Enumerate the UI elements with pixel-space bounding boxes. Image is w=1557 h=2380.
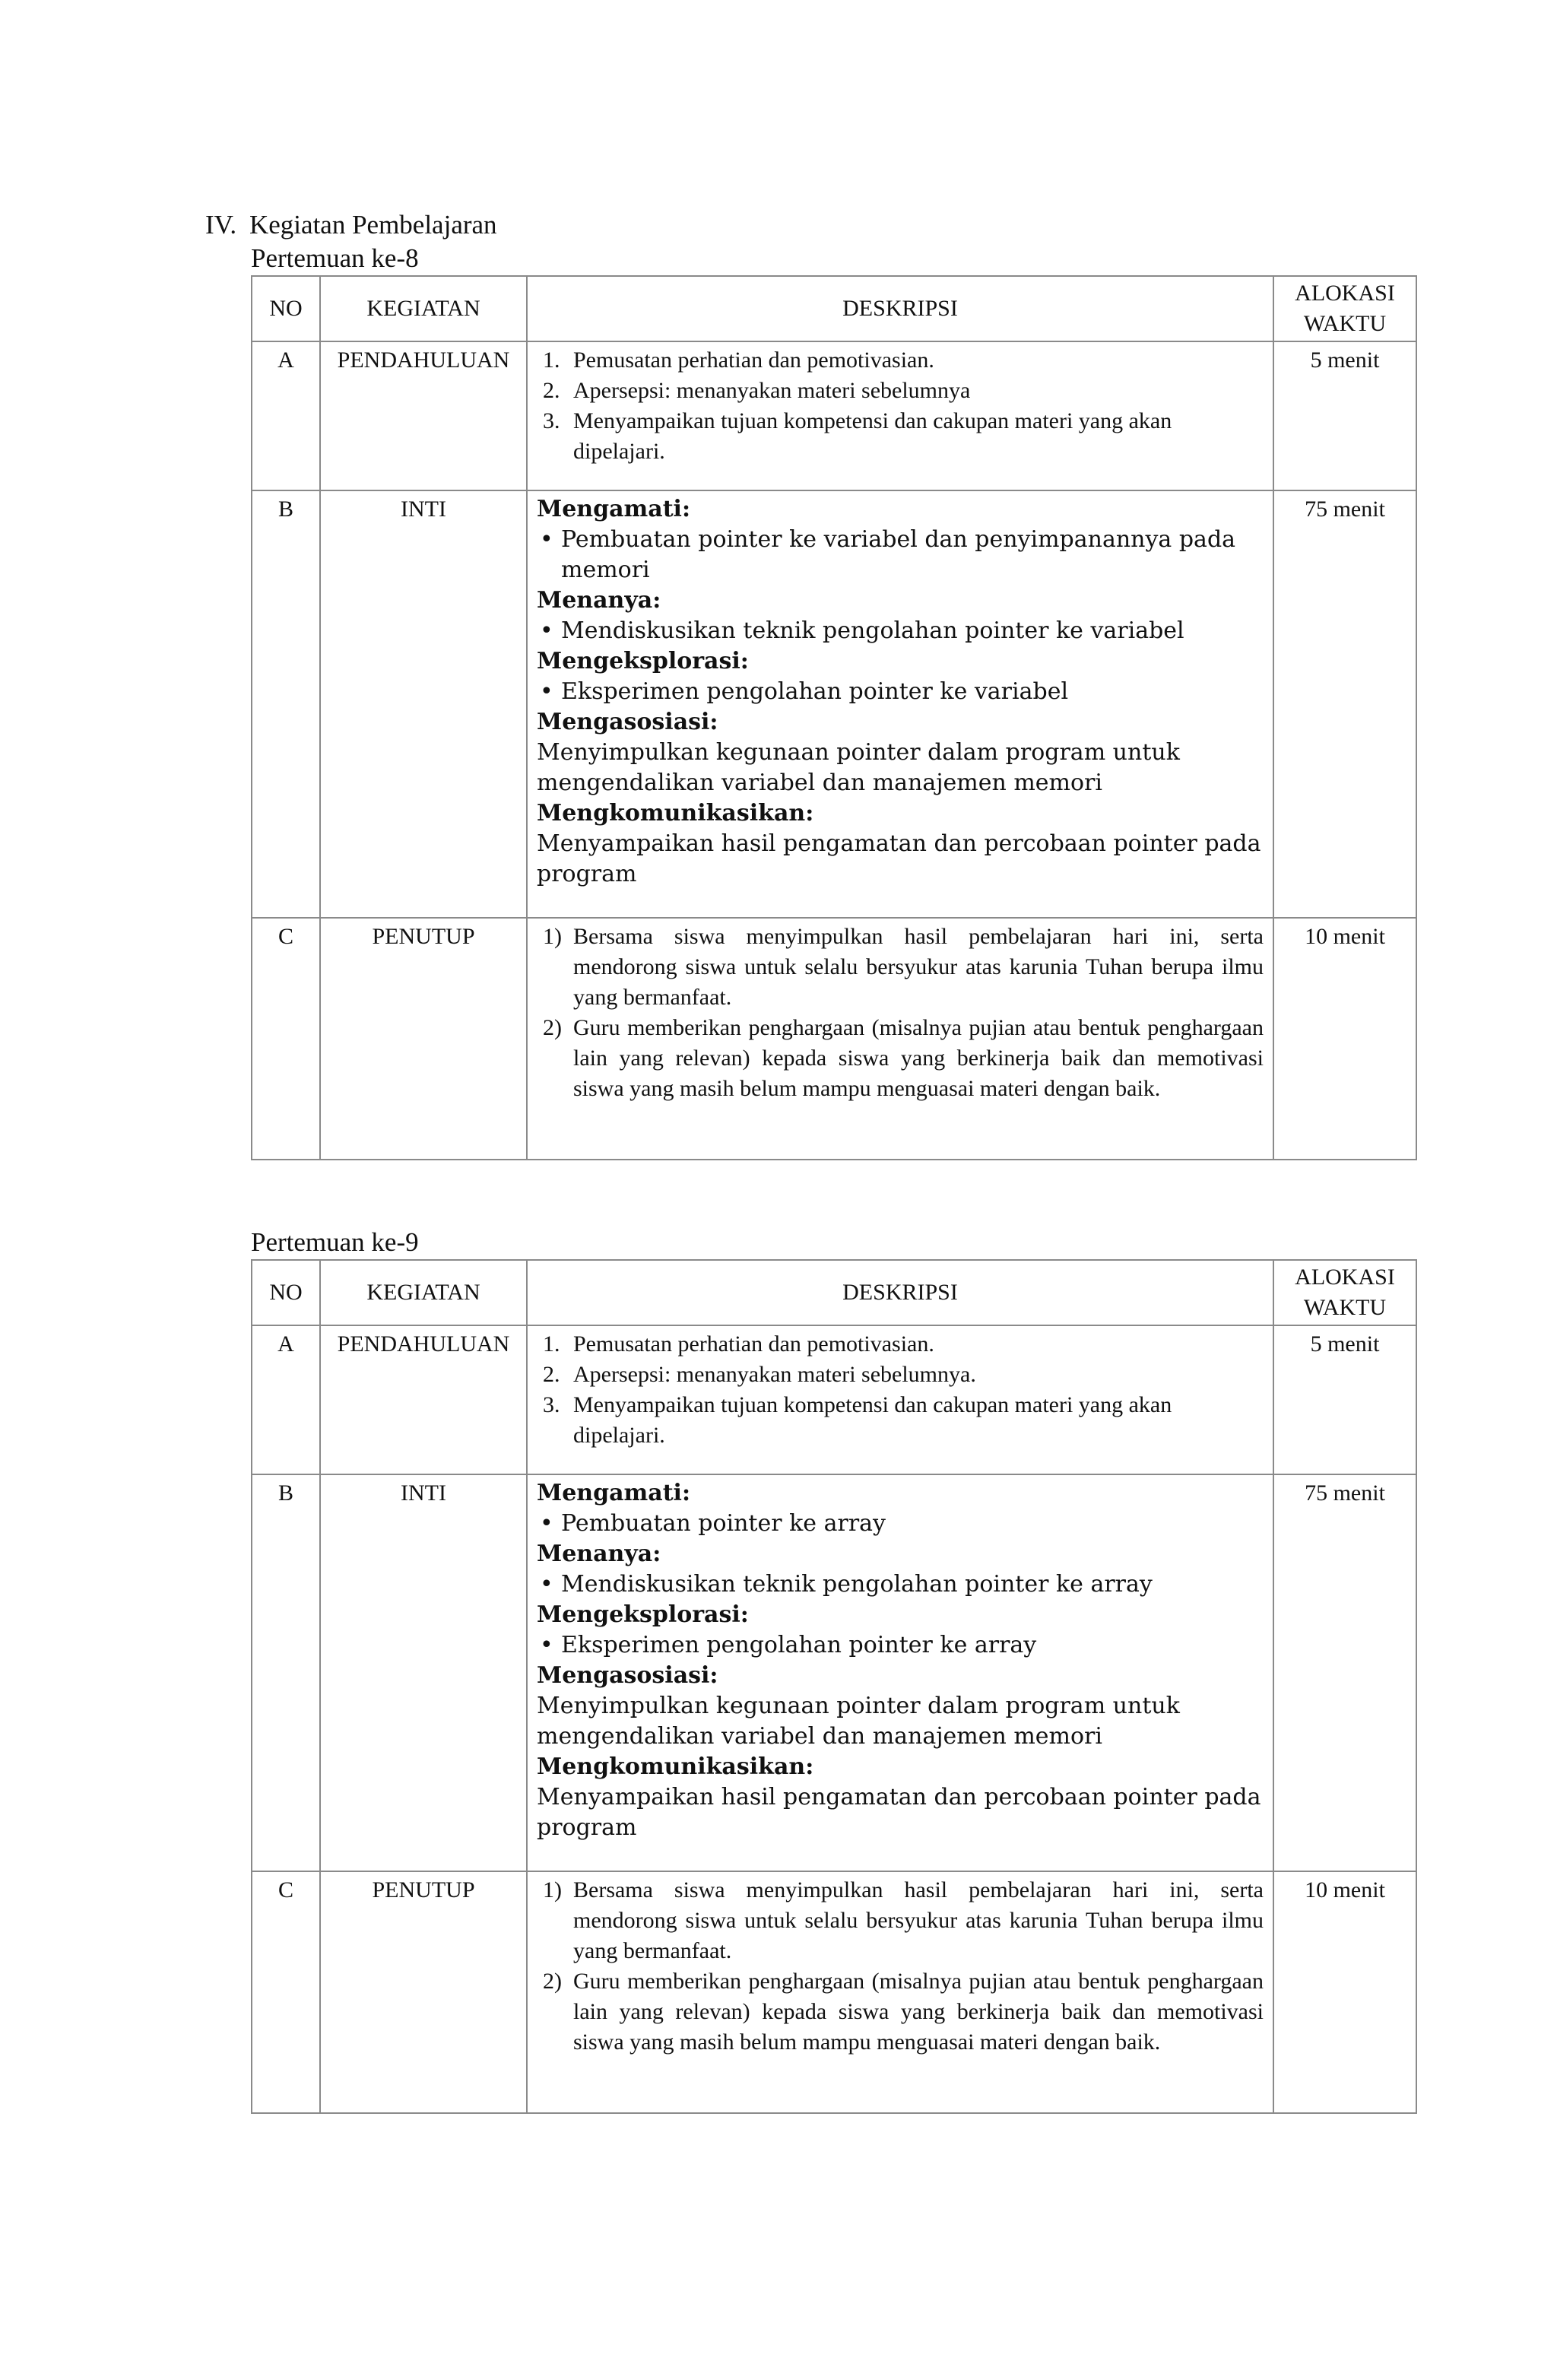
- row-waktu: 10 menit: [1273, 1871, 1416, 2113]
- row-kegiatan: PENUTUP: [320, 1871, 527, 2113]
- header-deskripsi: DESKRIPSI: [527, 276, 1273, 341]
- row-kegiatan: PENDAHULUAN: [320, 341, 527, 490]
- list-item: 1. Pemusatan perhatian dan pemotivasian.: [543, 347, 934, 373]
- row-no: B: [252, 1474, 320, 1871]
- table-row: [252, 918, 1416, 1160]
- mengeksplorasi-label: Mengeksplorasi:: [537, 648, 749, 674]
- mengkomunikasikan-label: Mengkomunikasikan:: [537, 800, 814, 827]
- header-alokasi: ALOKASI WAKTU: [1273, 276, 1416, 341]
- list-item: 2) Guru memberikan penghargaan (misalnya pujian atau bentuk penghargaan lain yang relevan) kepada siswa yang berkinerja baik dan memotivasi siswa yang masih belum mampu menguasai materi dengan baik.: [543, 1015, 1264, 1101]
- mengkomunikasikan-text: Menyampaikan hasil pengamatan dan percobaan pointer pada program: [537, 1784, 1261, 1841]
- row-kegiatan: PENUTUP: [320, 918, 527, 1160]
- header-deskripsi: DESKRIPSI: [527, 1260, 1273, 1325]
- row-waktu: 5 menit: [1273, 341, 1416, 490]
- list-item: 1) Bersama siswa menyimpulkan hasil pembelajaran hari ini, serta mendorong siswa untuk selalu bersyukur atas karunia Tuhan berupa ilmu yang bermanfaat.: [543, 924, 1264, 1010]
- mengamati-label: Mengamati:: [537, 1480, 691, 1506]
- lesson-table: [251, 1259, 1417, 2114]
- menanya-label: Menanya:: [537, 1541, 661, 1567]
- mengkomunikasikan-text: Menyampaikan hasil pengamatan dan percobaan pointer pada program: [537, 830, 1261, 887]
- table-row: [252, 1325, 1416, 1474]
- row-waktu: 75 menit: [1273, 490, 1416, 918]
- row-no: B: [252, 490, 320, 918]
- row-no: A: [252, 341, 320, 490]
- row-no: C: [252, 918, 320, 1160]
- header-alokasi: ALOKASI WAKTU: [1273, 1260, 1416, 1325]
- mengamati-label: Mengamati:: [537, 496, 691, 522]
- mengamati-item: • Pembuatan pointer ke variabel dan penyimpanannya pada memori: [540, 526, 1236, 583]
- mengasosiasi-text: Menyimpulkan kegunaan pointer dalam program untuk mengendalikan variabel dan manajemen memori: [537, 739, 1180, 796]
- mengasosiasi-label: Mengasosiasi:: [537, 1662, 718, 1689]
- meeting-title: Pertemuan ke-9: [251, 1227, 419, 1257]
- mengasosiasi-label: Mengasosiasi:: [537, 709, 718, 735]
- row-no: A: [252, 1325, 320, 1474]
- table-row: [252, 1474, 1416, 1871]
- list-item: 2) Guru memberikan penghargaan (misalnya pujian atau bentuk penghargaan lain yang relevan) kepada siswa yang berkinerja baik dan memotivasi siswa yang masih belum mampu menguasai materi dengan baik.: [543, 1969, 1264, 2055]
- row-waktu: 5 menit: [1273, 1325, 1416, 1474]
- menanya-label: Menanya:: [537, 587, 661, 614]
- row-deskripsi: [527, 1325, 1273, 1474]
- mengeksplorasi-item: • Eksperimen pengolahan pointer ke array: [540, 1632, 1037, 1658]
- mengeksplorasi-label: Mengeksplorasi:: [537, 1601, 749, 1628]
- row-deskripsi: [527, 1474, 1273, 1871]
- table-row: [252, 1871, 1416, 2113]
- menanya-item: • Mendiskusikan teknik pengolahan pointer ke variabel: [540, 617, 1184, 644]
- table-header-row: [252, 276, 1416, 341]
- table-header-row: [252, 1260, 1416, 1325]
- list-item: 3. Menyampaikan tujuan kompetensi dan cakupan materi yang akan dipelajari.: [543, 1392, 1172, 1448]
- list-item: 2. Apersepsi: menanyakan materi sebelumnya.: [543, 1362, 976, 1387]
- mengeksplorasi-item: • Eksperimen pengolahan pointer ke variabel: [540, 678, 1069, 705]
- table-row: [252, 490, 1416, 918]
- section-heading: [205, 208, 497, 242]
- row-no: C: [252, 1871, 320, 2113]
- header-kegiatan: KEGIATAN: [320, 1260, 527, 1325]
- menanya-item: • Mendiskusikan teknik pengolahan pointer ke array: [540, 1571, 1153, 1598]
- mengamati-item: • Pembuatan pointer ke array: [540, 1510, 886, 1537]
- header-no: NO: [252, 276, 320, 341]
- section-number: IV.: [205, 210, 237, 240]
- list-item: 1) Bersama siswa menyimpulkan hasil pembelajaran hari ini, serta mendorong siswa untuk selalu bersyukur atas karunia Tuhan berupa ilmu yang bermanfaat.: [543, 1877, 1264, 1963]
- row-deskripsi: [527, 1871, 1273, 2113]
- list-item: 2. Apersepsi: menanyakan materi sebelumnya: [543, 378, 971, 403]
- header-no: NO: [252, 1260, 320, 1325]
- row-deskripsi: [527, 918, 1273, 1160]
- section-title: Kegiatan Pembelajaran: [249, 210, 497, 240]
- list-item: 3. Menyampaikan tujuan kompetensi dan cakupan materi yang akan dipelajari.: [543, 408, 1172, 464]
- lesson-table: [251, 275, 1417, 1160]
- row-deskripsi: [527, 490, 1273, 918]
- row-waktu: 10 menit: [1273, 918, 1416, 1160]
- row-kegiatan: PENDAHULUAN: [320, 1325, 527, 1474]
- row-kegiatan: INTI: [320, 490, 527, 918]
- header-kegiatan: KEGIATAN: [320, 276, 527, 341]
- table-row: [252, 341, 1416, 490]
- row-waktu: 75 menit: [1273, 1474, 1416, 1871]
- mengasosiasi-text: Menyimpulkan kegunaan pointer dalam program untuk mengendalikan variabel dan manajemen memori: [537, 1693, 1180, 1750]
- row-deskripsi: [527, 341, 1273, 490]
- meeting-title: Pertemuan ke-8: [251, 243, 419, 273]
- row-kegiatan: INTI: [320, 1474, 527, 1871]
- list-item: 1. Pemusatan perhatian dan pemotivasian.: [543, 1331, 934, 1357]
- mengkomunikasikan-label: Mengkomunikasikan:: [537, 1753, 814, 1780]
